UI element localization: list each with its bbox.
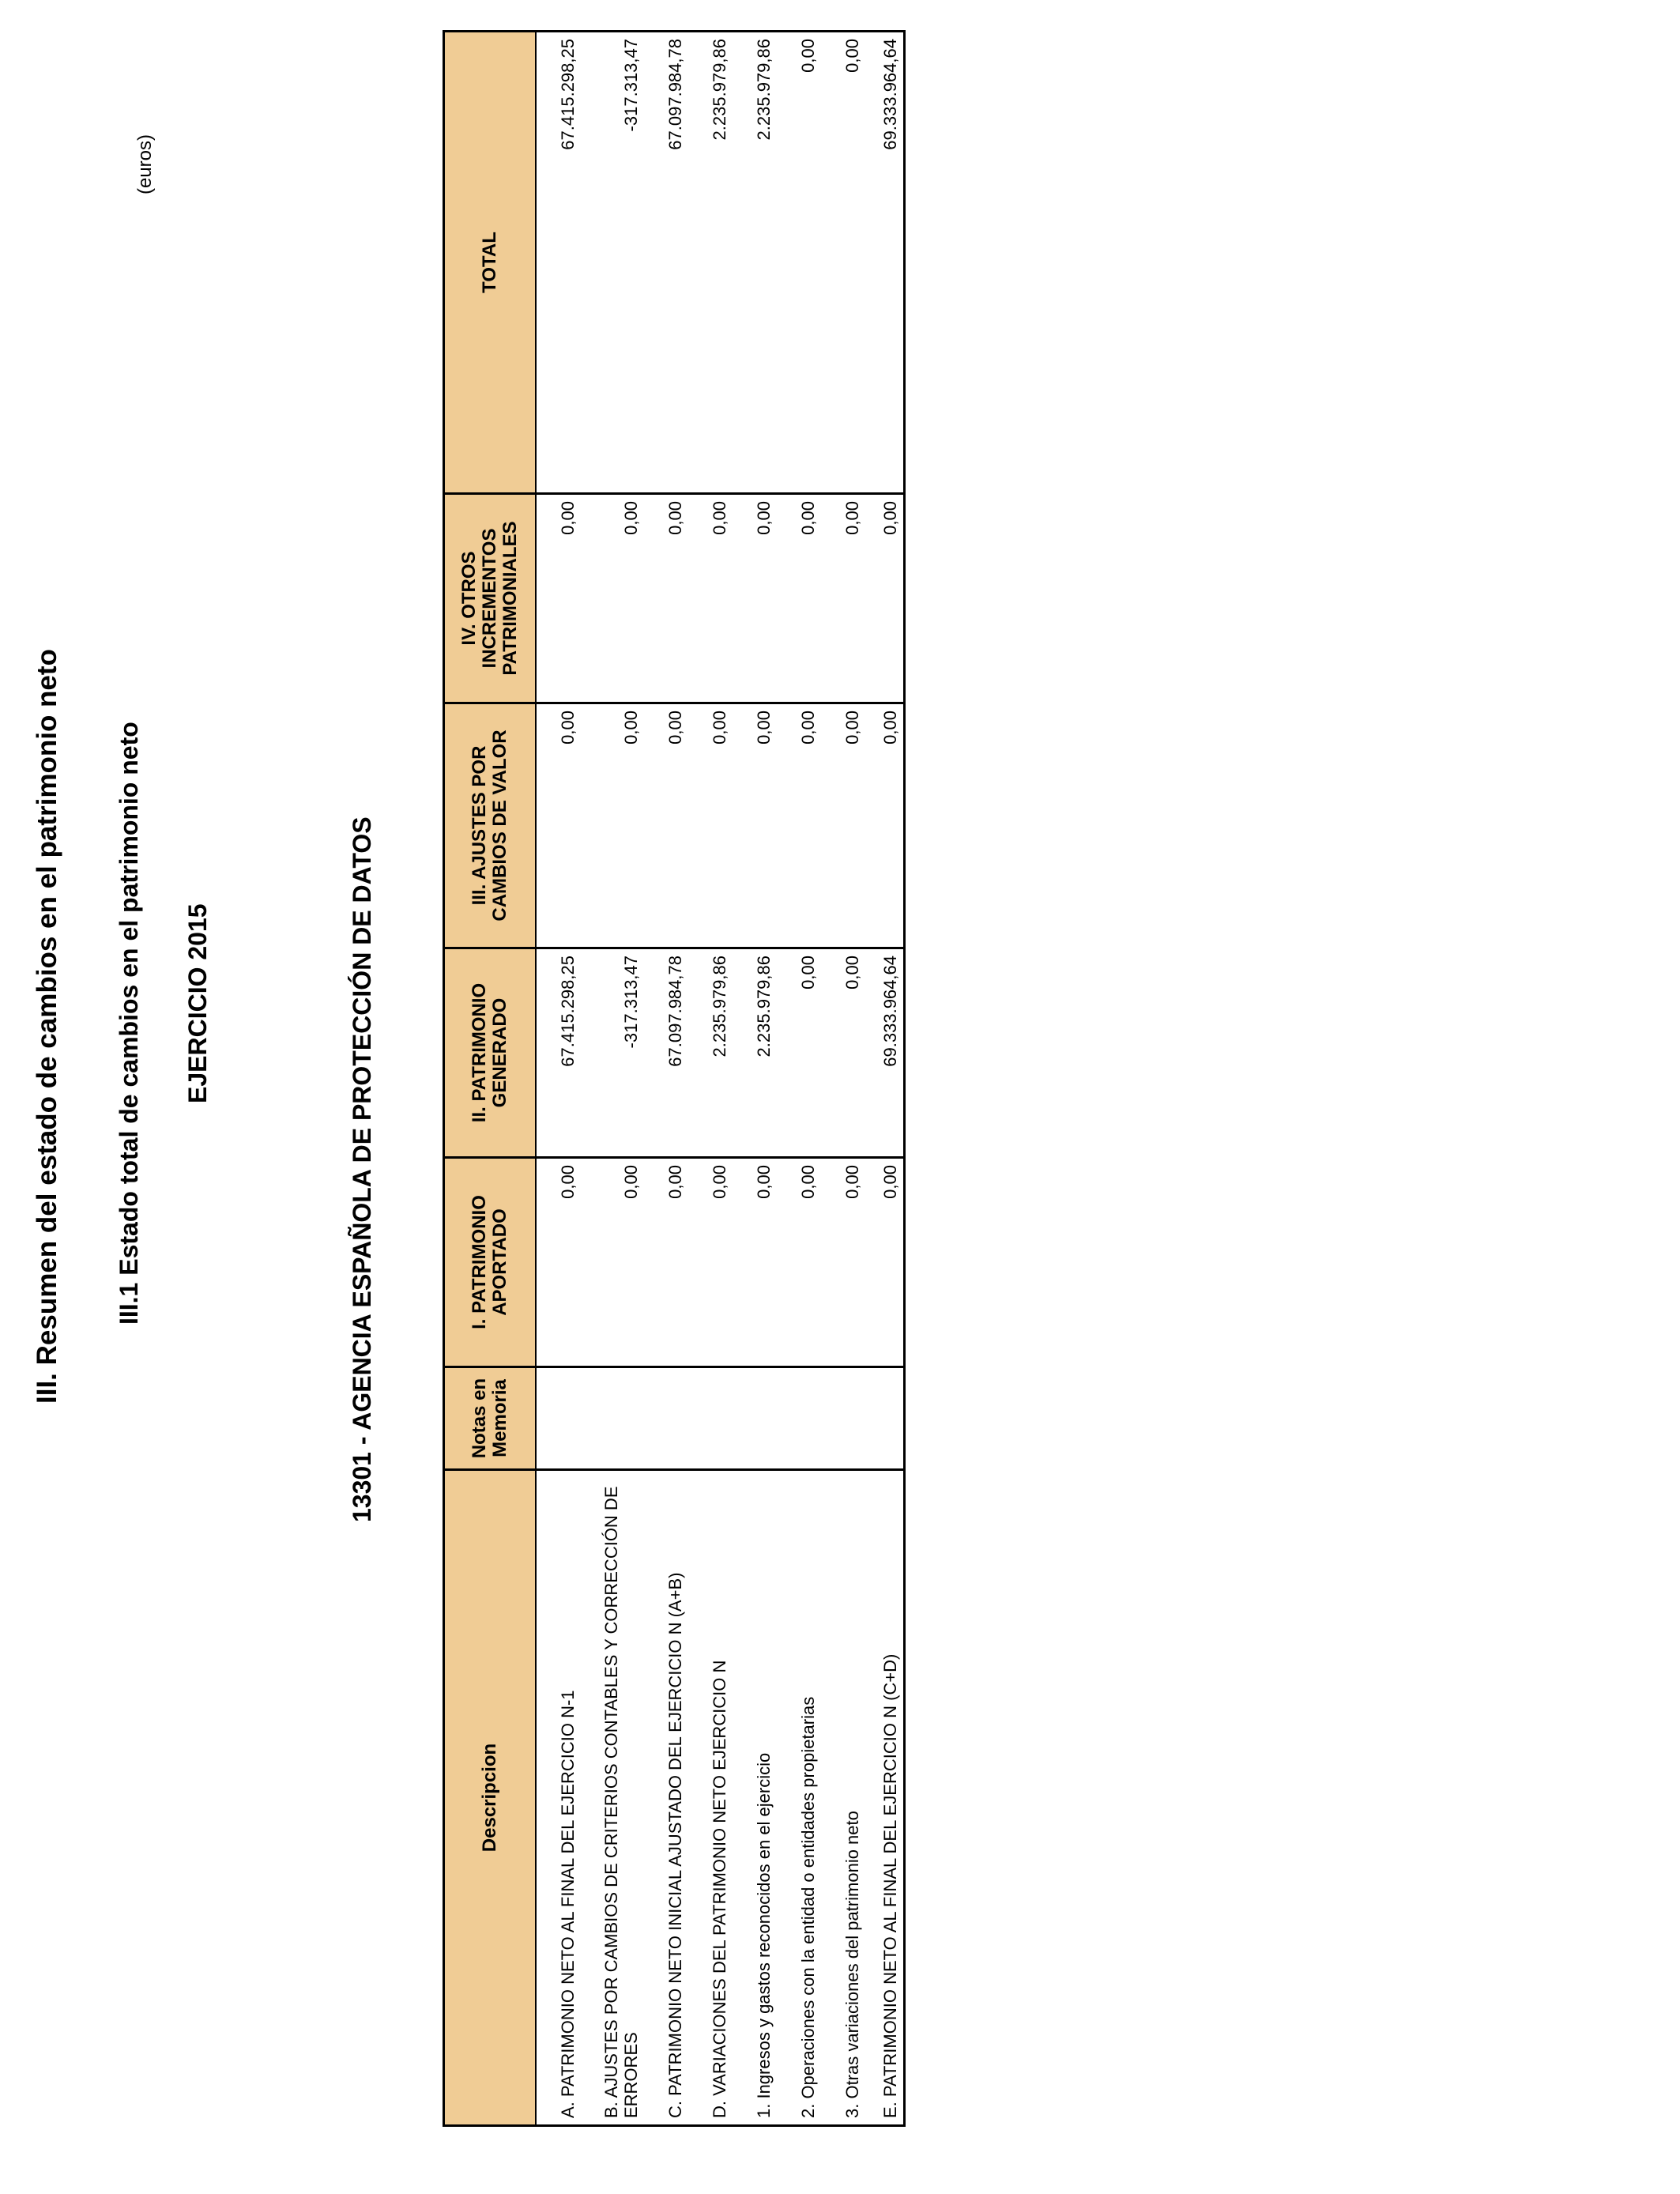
row-total: 67.097.984,78 <box>644 32 688 494</box>
row-ajustes: 0,00 <box>644 703 688 948</box>
row-description: B. AJUSTES POR CAMBIOS DE CRITERIOS CONTABLES Y CORRECCIÓN DE ERRORES <box>601 1486 641 2118</box>
row-aportado: 0,00 <box>536 1158 581 1367</box>
row-description: 3. Otras variaciones del patrimonio neto <box>842 1811 862 2118</box>
row-total: 0,00 <box>821 32 865 494</box>
page-subtitle: III.1 Estado total de cambios en el patrimonio neto <box>115 722 143 1325</box>
row-generado: 67.415.298,25 <box>536 948 581 1158</box>
row-ajustes: 0,00 <box>777 703 821 948</box>
row-total: 69.333.964,64 <box>865 32 905 494</box>
row-otros: 0,00 <box>733 494 777 703</box>
row-description: 1. Ingresos y gastos reconocidos en el ejercicio <box>754 1752 774 2118</box>
row-otros: 0,00 <box>536 494 581 703</box>
row-description: C. PATRIMONIO NETO INICIAL AJUSTADO DEL EJERCICIO N (A+B) <box>665 1572 685 2118</box>
row-otros: 0,00 <box>865 494 905 703</box>
row-notas <box>644 1367 688 1470</box>
row-aportado: 0,00 <box>777 1158 821 1367</box>
row-notas <box>821 1367 865 1470</box>
row-aportado: 0,00 <box>733 1158 777 1367</box>
table-row <box>733 32 777 2126</box>
row-notas <box>536 1367 581 1470</box>
row-generado: 67.097.984,78 <box>644 948 688 1158</box>
row-aportado: 0,00 <box>644 1158 688 1367</box>
row-ajustes: 0,00 <box>865 703 905 948</box>
col-header-descripcion: Descripcion <box>444 1470 537 2126</box>
row-generado: 2.235.979,86 <box>733 948 777 1158</box>
row-otros: 0,00 <box>821 494 865 703</box>
col-header-total: TOTAL <box>444 32 537 494</box>
row-aportado: 0,00 <box>865 1158 905 1367</box>
row-total: 67.415.298,25 <box>536 32 581 494</box>
col-header-generado: II. PATRIMONIO GENERADO <box>444 948 537 1158</box>
row-notas <box>777 1367 821 1470</box>
row-otros: 0,00 <box>581 494 644 703</box>
row-ajustes: 0,00 <box>688 703 733 948</box>
row-ajustes: 0,00 <box>581 703 644 948</box>
row-otros: 0,00 <box>688 494 733 703</box>
row-notas <box>581 1367 644 1470</box>
row-total: -317.313,47 <box>581 32 644 494</box>
row-notas <box>688 1367 733 1470</box>
row-total: 0,00 <box>777 32 821 494</box>
entity-heading: 13301 - AGENCIA ESPAÑOLA DE PROTECCIÓN DE DATOS <box>348 816 376 1522</box>
row-generado: 0,00 <box>777 948 821 1158</box>
col-header-ajustes: III. AJUSTES POR CAMBIOS DE VALOR <box>444 703 537 948</box>
equity-changes-table <box>443 30 906 2127</box>
row-generado: 0,00 <box>821 948 865 1158</box>
row-total: 2.235.979,86 <box>733 32 777 494</box>
row-aportado: 0,00 <box>581 1158 644 1367</box>
row-description: 2. Operaciones con la entidad o entidades propietarias <box>798 1696 818 2118</box>
table-row <box>821 32 865 2126</box>
table-row <box>536 32 581 2126</box>
table-row <box>688 32 733 2126</box>
row-generado: 2.235.979,86 <box>688 948 733 1158</box>
row-notas <box>865 1367 905 1470</box>
row-generado: -317.313,47 <box>581 948 644 1158</box>
table-row <box>644 32 688 2126</box>
period-heading: EJERCICIO 2015 <box>183 903 212 1103</box>
table-header-row <box>444 32 537 2126</box>
col-header-aportado: I. PATRIMONIO APORTADO <box>444 1158 537 1367</box>
units-label: (euros) <box>134 134 156 194</box>
row-aportado: 0,00 <box>688 1158 733 1367</box>
row-aportado: 0,00 <box>821 1158 865 1367</box>
table-row <box>865 32 905 2126</box>
row-generado: 69.333.964,64 <box>865 948 905 1158</box>
table-row <box>581 32 644 2126</box>
table-row <box>777 32 821 2126</box>
row-description: E. PATRIMONIO NETO AL FINAL DEL EJERCICIO N (C+D) <box>880 1653 900 2118</box>
row-ajustes: 0,00 <box>733 703 777 948</box>
row-otros: 0,00 <box>644 494 688 703</box>
page-title: III. Resumen del estado de cambios en el patrimonio neto <box>32 649 62 1404</box>
row-total: 2.235.979,86 <box>688 32 733 494</box>
row-notas <box>733 1367 777 1470</box>
col-header-notas: Notas en Memoria <box>444 1367 537 1470</box>
col-header-otros: IV. OTROS INCREMENTOS PATRIMONIALES <box>444 494 537 703</box>
row-description: D. VARIACIONES DEL PATRIMONIO NETO EJERCICIO N <box>710 1660 729 2118</box>
row-description: A. PATRIMONIO NETO AL FINAL DEL EJERCICIO N-1 <box>558 1690 578 2118</box>
row-otros: 0,00 <box>777 494 821 703</box>
row-ajustes: 0,00 <box>536 703 581 948</box>
row-ajustes: 0,00 <box>821 703 865 948</box>
